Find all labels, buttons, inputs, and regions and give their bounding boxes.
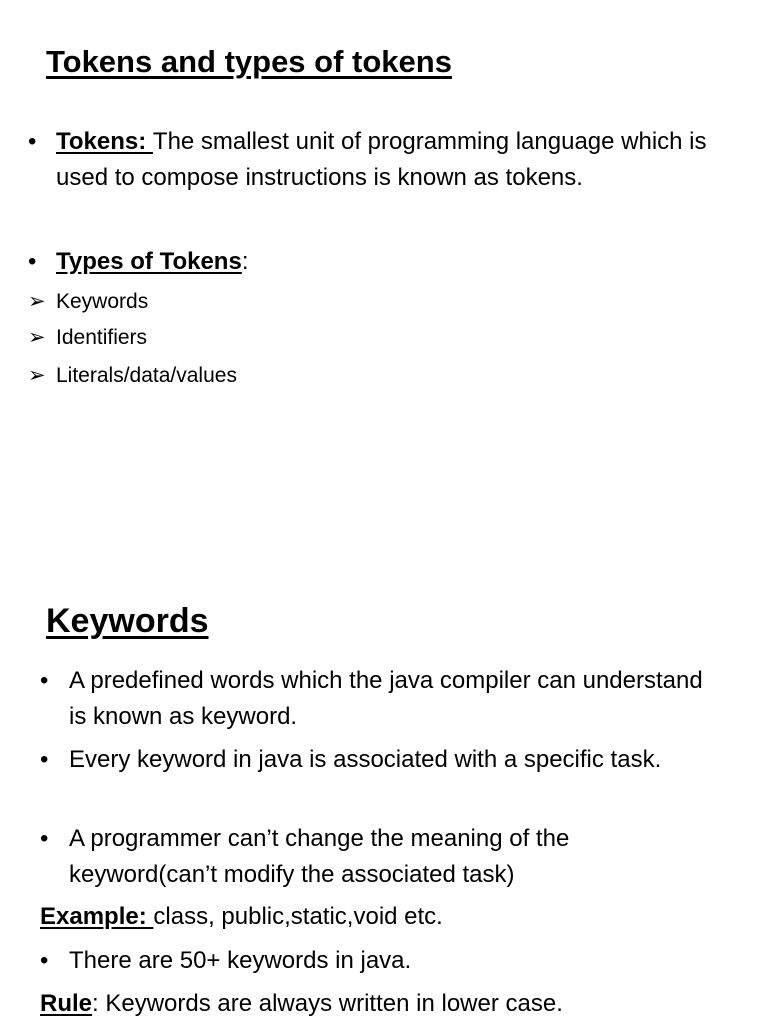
bullet-dot: • <box>28 128 37 155</box>
bullet-keyword-task: • Every keyword in java is associated with a specific task. <box>40 742 710 778</box>
tokens-definition-text: The smallest unit of programming language which is used to compose instructions is known as tokens. <box>56 128 707 191</box>
bullet-dot: • <box>40 746 49 773</box>
list-item-identifiers <box>28 324 147 352</box>
bullet-dot: • <box>40 667 49 694</box>
bullet-keyword-definition: • A predefined words which the java compiler can understand is known as keyword. <box>40 663 710 735</box>
arrow-bullet-icon: ➢ <box>28 326 46 349</box>
example-line <box>40 899 443 935</box>
list-item-literals <box>28 362 237 390</box>
types-label: Types of Tokens <box>56 248 242 275</box>
bullet-dot: • <box>40 825 49 852</box>
slide-keywords <box>0 580 768 1024</box>
arrow-bullet-icon: ➢ <box>28 290 46 313</box>
list-item-keywords <box>28 288 148 316</box>
arrow-bullet-icon: ➢ <box>28 364 46 387</box>
bullet-tokens-definition <box>28 124 708 196</box>
slide-title-keywords: Keywords <box>46 602 209 640</box>
tokens-label: Tokens: <box>56 128 153 155</box>
list-item-text: Keywords <box>56 290 149 313</box>
example-text: class, public,static,void etc. <box>153 903 443 930</box>
bullet-dot: • <box>28 248 37 275</box>
rule-label: Rule <box>40 990 93 1017</box>
example-label: Example: <box>40 903 154 930</box>
slide-title-tokens: Tokens and types of tokens <box>46 44 452 79</box>
list-item-text: Identifiers <box>56 326 148 349</box>
types-colon: : <box>241 248 249 275</box>
list-item-text: Literals/data/values <box>56 364 237 387</box>
rule-line <box>40 986 563 1022</box>
bullet-keyword-count: • There are 50+ keywords in java. <box>40 943 710 979</box>
bullet-keyword-meaning: • A programmer can’t change the meaning of the keyword(can’t modify the associated task) <box>40 821 710 893</box>
bullet-dot: • <box>40 947 49 974</box>
bullet-types-of-tokens <box>28 244 708 280</box>
rule-text: : Keywords are always written in lower case. <box>92 990 563 1017</box>
